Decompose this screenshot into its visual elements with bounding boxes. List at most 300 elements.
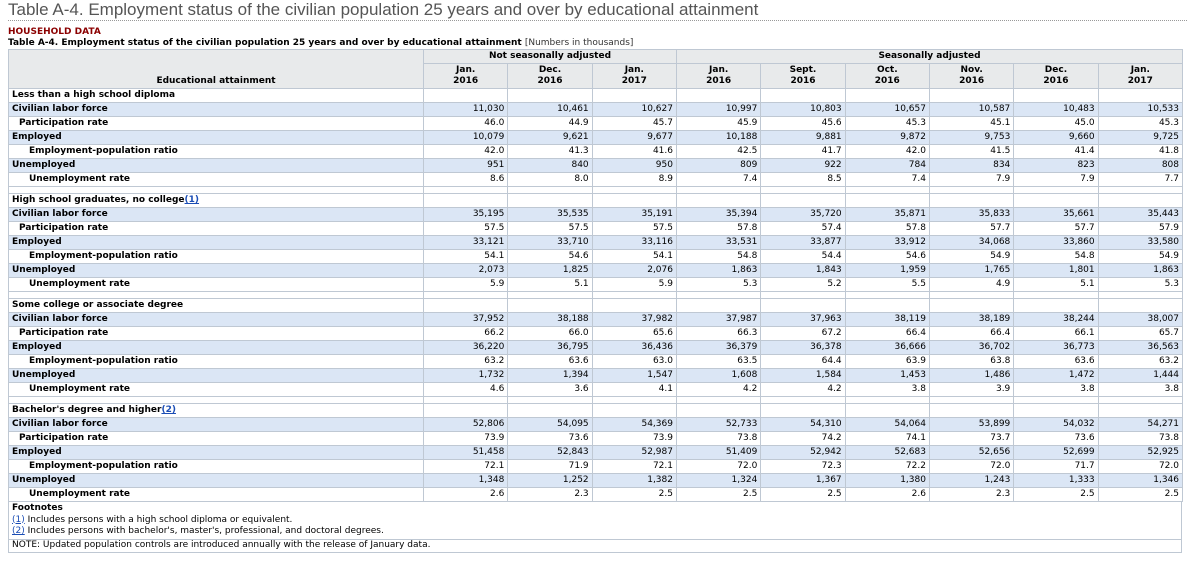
data-cell: 1,732 xyxy=(424,369,508,383)
data-cell: 66.4 xyxy=(929,327,1013,341)
spacer-cell xyxy=(592,397,676,404)
data-cell: 35,394 xyxy=(676,208,760,222)
group-header-row xyxy=(9,50,1183,64)
data-cell: 10,657 xyxy=(845,103,929,117)
data-cell: 33,877 xyxy=(761,236,845,250)
empty-cell xyxy=(592,194,676,208)
section-title-text: High school graduates, no college xyxy=(12,195,185,205)
data-cell: 1,486 xyxy=(929,369,1013,383)
data-cell: 65.7 xyxy=(1098,327,1182,341)
data-cell: 73.9 xyxy=(592,432,676,446)
table-row xyxy=(9,474,1183,488)
column-header-month: Jan. xyxy=(456,65,476,75)
data-cell: 54.8 xyxy=(1014,250,1098,264)
data-cell: 1,348 xyxy=(424,474,508,488)
footnotes-heading: Footnotes xyxy=(12,503,63,513)
empty-cell xyxy=(761,194,845,208)
column-header-month: Sept. xyxy=(789,65,817,75)
data-cell: 1,367 xyxy=(761,474,845,488)
data-cell: 7.9 xyxy=(1014,173,1098,187)
data-cell: 72.3 xyxy=(761,460,845,474)
data-cell: 33,116 xyxy=(592,236,676,250)
data-cell: 3.8 xyxy=(1098,383,1182,397)
data-cell: 1,765 xyxy=(929,264,1013,278)
data-cell: 34,068 xyxy=(929,236,1013,250)
empty-cell xyxy=(761,404,845,418)
column-header-month: Nov. xyxy=(960,65,983,75)
data-cell: 57.8 xyxy=(676,222,760,236)
section-title-text: Less than a high school diploma xyxy=(12,90,176,100)
table-row xyxy=(9,173,1183,187)
data-cell: 57.7 xyxy=(1014,222,1098,236)
data-cell: 784 xyxy=(845,159,929,173)
data-cell: 1,382 xyxy=(592,474,676,488)
data-cell: 9,753 xyxy=(929,131,1013,145)
data-cell: 4.9 xyxy=(929,278,1013,292)
data-cell: 45.9 xyxy=(676,117,760,131)
spacer-cell xyxy=(929,187,1013,194)
row-label: Participation rate xyxy=(9,117,424,131)
data-cell: 71.9 xyxy=(508,460,592,474)
data-cell: 1,863 xyxy=(1098,264,1182,278)
spacer-cell xyxy=(845,187,929,194)
data-cell: 54.1 xyxy=(592,250,676,264)
row-label: Unemployment rate xyxy=(9,278,424,292)
data-cell: 8.9 xyxy=(592,173,676,187)
empty-cell xyxy=(592,89,676,103)
data-cell: 5.5 xyxy=(845,278,929,292)
data-cell: 9,660 xyxy=(1014,131,1098,145)
data-cell: 45.0 xyxy=(1014,117,1098,131)
spacer-cell xyxy=(676,187,760,194)
column-header xyxy=(592,64,676,89)
data-cell: 10,079 xyxy=(424,131,508,145)
spacer-cell xyxy=(761,187,845,194)
data-cell: 38,119 xyxy=(845,313,929,327)
data-cell: 834 xyxy=(929,159,1013,173)
table-row xyxy=(9,264,1183,278)
column-header-month: Jan. xyxy=(709,65,729,75)
data-cell: 41.4 xyxy=(1014,145,1098,159)
footnote-2 xyxy=(12,526,1178,538)
column-header-year: 2016 xyxy=(1043,76,1069,86)
data-cell: 5.9 xyxy=(592,278,676,292)
table-row xyxy=(9,103,1183,117)
section-title xyxy=(9,299,424,313)
spacer-cell xyxy=(508,397,592,404)
data-cell: 36,563 xyxy=(1098,341,1182,355)
data-cell: 5.9 xyxy=(424,278,508,292)
empty-cell xyxy=(845,404,929,418)
data-cell: 36,436 xyxy=(592,341,676,355)
footnote-reference-link[interactable]: (2) xyxy=(161,405,176,415)
spacer-cell xyxy=(9,292,424,299)
spacer-cell xyxy=(929,292,1013,299)
data-cell: 54,095 xyxy=(508,418,592,432)
footnote-note: NOTE: Updated population controls are introduced annually with the release of January data. xyxy=(9,539,1181,552)
spacer-cell xyxy=(592,187,676,194)
data-cell: 51,409 xyxy=(676,446,760,460)
column-header-month: Dec. xyxy=(1044,65,1068,75)
data-cell: 2.5 xyxy=(592,488,676,502)
spacer-cell xyxy=(1098,292,1182,299)
data-cell: 10,587 xyxy=(929,103,1013,117)
data-cell: 33,710 xyxy=(508,236,592,250)
row-label: Employed xyxy=(9,236,424,250)
data-cell: 1,346 xyxy=(1098,474,1182,488)
data-cell: 35,661 xyxy=(1014,208,1098,222)
data-cell: 1,252 xyxy=(508,474,592,488)
data-cell: 63.6 xyxy=(1014,355,1098,369)
data-cell: 7.9 xyxy=(929,173,1013,187)
data-cell: 52,699 xyxy=(1014,446,1098,460)
data-cell: 7.7 xyxy=(1098,173,1182,187)
section-header-row xyxy=(9,89,1183,103)
data-cell: 10,483 xyxy=(1014,103,1098,117)
data-cell: 37,982 xyxy=(592,313,676,327)
spacer-cell xyxy=(592,292,676,299)
empty-cell xyxy=(1098,89,1182,103)
row-label: Employed xyxy=(9,446,424,460)
data-cell: 1,584 xyxy=(761,369,845,383)
data-cell: 11,030 xyxy=(424,103,508,117)
footnotes xyxy=(8,502,1182,553)
empty-cell xyxy=(424,404,508,418)
data-cell: 5.1 xyxy=(508,278,592,292)
data-cell: 823 xyxy=(1014,159,1098,173)
data-cell: 1,394 xyxy=(508,369,592,383)
data-cell: 3.8 xyxy=(845,383,929,397)
data-cell: 951 xyxy=(424,159,508,173)
empty-cell xyxy=(845,89,929,103)
spacer-cell xyxy=(424,397,508,404)
table-row xyxy=(9,488,1183,502)
empty-cell xyxy=(929,404,1013,418)
spacer-cell xyxy=(1098,187,1182,194)
data-cell: 2.5 xyxy=(761,488,845,502)
column-header-month: Jan. xyxy=(624,65,644,75)
data-cell: 71.7 xyxy=(1014,460,1098,474)
data-cell: 1,472 xyxy=(1014,369,1098,383)
data-cell: 45.7 xyxy=(592,117,676,131)
data-cell: 8.5 xyxy=(761,173,845,187)
table-row xyxy=(9,208,1183,222)
empty-cell xyxy=(676,299,760,313)
data-cell: 64.4 xyxy=(761,355,845,369)
column-header-year: 2017 xyxy=(1127,76,1153,86)
section-spacer xyxy=(9,397,1183,404)
column-header xyxy=(424,64,508,89)
data-cell: 63.9 xyxy=(845,355,929,369)
empty-cell xyxy=(592,404,676,418)
section-spacer xyxy=(9,187,1183,194)
stub-header: Educational attainment xyxy=(9,50,424,89)
table-row xyxy=(9,418,1183,432)
data-cell: 57.5 xyxy=(424,222,508,236)
column-header-year: 2016 xyxy=(959,76,985,86)
data-cell: 52,942 xyxy=(761,446,845,460)
column-header xyxy=(761,64,845,89)
empty-cell xyxy=(676,194,760,208)
table-row xyxy=(9,117,1183,131)
empty-cell xyxy=(508,299,592,313)
data-cell: 52,656 xyxy=(929,446,1013,460)
data-cell: 2.6 xyxy=(845,488,929,502)
data-cell: 73.9 xyxy=(424,432,508,446)
data-cell: 4.6 xyxy=(424,383,508,397)
data-cell: 52,806 xyxy=(424,418,508,432)
data-cell: 38,188 xyxy=(508,313,592,327)
column-header-month: Oct. xyxy=(876,65,898,75)
table-row xyxy=(9,432,1183,446)
data-cell: 57.8 xyxy=(845,222,929,236)
data-cell: 35,833 xyxy=(929,208,1013,222)
column-header-year: 2016 xyxy=(453,76,479,86)
empty-cell xyxy=(1098,299,1182,313)
data-cell: 45.3 xyxy=(845,117,929,131)
data-cell: 950 xyxy=(592,159,676,173)
empty-cell xyxy=(1014,404,1098,418)
row-label: Unemployment rate xyxy=(9,383,424,397)
data-cell: 66.1 xyxy=(1014,327,1098,341)
group-header-nsa: Not seasonally adjusted xyxy=(424,50,677,64)
footnote-reference-link[interactable]: (1) xyxy=(184,195,200,205)
data-cell: 52,925 xyxy=(1098,446,1182,460)
data-cell: 35,720 xyxy=(761,208,845,222)
empty-cell xyxy=(1014,299,1098,313)
data-cell: 36,378 xyxy=(761,341,845,355)
data-cell: 35,443 xyxy=(1098,208,1182,222)
data-cell: 1,608 xyxy=(676,369,760,383)
data-cell: 46.0 xyxy=(424,117,508,131)
data-cell: 840 xyxy=(508,159,592,173)
row-label: Unemployment rate xyxy=(9,488,424,502)
data-cell: 41.5 xyxy=(929,145,1013,159)
column-header-year: 2016 xyxy=(790,76,816,86)
empty-cell xyxy=(424,299,508,313)
data-cell: 44.9 xyxy=(508,117,592,131)
data-cell: 36,379 xyxy=(676,341,760,355)
data-cell: 72.0 xyxy=(676,460,760,474)
data-cell: 45.1 xyxy=(929,117,1013,131)
data-cell: 37,987 xyxy=(676,313,760,327)
table-row xyxy=(9,327,1183,341)
data-cell: 2,076 xyxy=(592,264,676,278)
data-cell: 57.9 xyxy=(1098,222,1182,236)
data-cell: 74.2 xyxy=(761,432,845,446)
data-cell: 63.2 xyxy=(424,355,508,369)
title-divider xyxy=(8,20,1187,21)
data-cell: 1,444 xyxy=(1098,369,1182,383)
section-title xyxy=(9,404,424,418)
data-cell: 66.2 xyxy=(424,327,508,341)
empty-cell xyxy=(676,89,760,103)
group-header-sa: Seasonally adjusted xyxy=(676,50,1182,64)
empty-cell xyxy=(592,299,676,313)
data-cell: 3.8 xyxy=(1014,383,1098,397)
data-cell: 54.6 xyxy=(508,250,592,264)
table-row xyxy=(9,460,1183,474)
table-row xyxy=(9,383,1183,397)
spacer-cell xyxy=(1014,397,1098,404)
employment-table xyxy=(8,49,1183,502)
table-row xyxy=(9,236,1183,250)
footnote-2-link[interactable]: (2) xyxy=(12,526,25,536)
empty-cell xyxy=(845,299,929,313)
data-cell: 41.6 xyxy=(592,145,676,159)
data-cell: 5.1 xyxy=(1014,278,1098,292)
data-cell: 45.3 xyxy=(1098,117,1182,131)
table-body xyxy=(9,89,1183,502)
data-cell: 42.0 xyxy=(845,145,929,159)
data-cell: 73.8 xyxy=(1098,432,1182,446)
column-header-month: Dec. xyxy=(538,65,562,75)
row-label: Civilian labor force xyxy=(9,208,424,222)
table-row xyxy=(9,145,1183,159)
section-title xyxy=(9,194,424,208)
data-cell: 41.7 xyxy=(761,145,845,159)
row-label: Employment-population ratio xyxy=(9,145,424,159)
data-cell: 35,871 xyxy=(845,208,929,222)
data-cell: 5.3 xyxy=(676,278,760,292)
data-cell: 63.5 xyxy=(676,355,760,369)
data-cell: 57.5 xyxy=(592,222,676,236)
data-cell: 10,533 xyxy=(1098,103,1182,117)
column-header-year: 2016 xyxy=(537,76,563,86)
spacer-cell xyxy=(424,187,508,194)
data-cell: 73.6 xyxy=(1014,432,1098,446)
data-cell: 809 xyxy=(676,159,760,173)
data-cell: 9,725 xyxy=(1098,131,1182,145)
row-label: Employment-population ratio xyxy=(9,460,424,474)
data-cell: 65.6 xyxy=(592,327,676,341)
data-cell: 38,189 xyxy=(929,313,1013,327)
section-spacer xyxy=(9,292,1183,299)
data-cell: 52,683 xyxy=(845,446,929,460)
data-cell: 3.6 xyxy=(508,383,592,397)
row-label: Unemployed xyxy=(9,474,424,488)
data-cell: 52,843 xyxy=(508,446,592,460)
column-header xyxy=(1098,64,1182,89)
data-cell: 10,627 xyxy=(592,103,676,117)
data-cell: 922 xyxy=(761,159,845,173)
table-caption-text: Table A-4. Employment status of the civilian population 25 years and over by educational attainment xyxy=(8,38,522,48)
row-label: Participation rate xyxy=(9,222,424,236)
column-header xyxy=(845,64,929,89)
data-cell: 57.5 xyxy=(508,222,592,236)
data-cell: 36,220 xyxy=(424,341,508,355)
data-cell: 74.1 xyxy=(845,432,929,446)
data-cell: 54,064 xyxy=(845,418,929,432)
data-cell: 37,952 xyxy=(424,313,508,327)
empty-cell xyxy=(424,89,508,103)
data-cell: 52,733 xyxy=(676,418,760,432)
data-cell: 2.6 xyxy=(424,488,508,502)
data-cell: 54,369 xyxy=(592,418,676,432)
data-cell: 45.6 xyxy=(761,117,845,131)
empty-cell xyxy=(845,194,929,208)
data-cell: 38,244 xyxy=(1014,313,1098,327)
data-cell: 73.6 xyxy=(508,432,592,446)
row-label: Unemployed xyxy=(9,159,424,173)
section-title-text: Bachelor's degree and higher xyxy=(12,405,162,415)
data-cell: 10,188 xyxy=(676,131,760,145)
footnote-1-link[interactable]: (1) xyxy=(12,514,25,525)
data-cell: 3.9 xyxy=(929,383,1013,397)
spacer-cell xyxy=(1098,397,1182,404)
table-caption-unit: [Numbers in thousands] xyxy=(524,38,634,48)
empty-cell xyxy=(761,299,845,313)
data-cell: 54.4 xyxy=(761,250,845,264)
empty-cell xyxy=(1098,404,1182,418)
data-cell: 73.7 xyxy=(929,432,1013,446)
data-cell: 1,324 xyxy=(676,474,760,488)
spacer-cell xyxy=(761,292,845,299)
table-row xyxy=(9,159,1183,173)
data-cell: 33,121 xyxy=(424,236,508,250)
section-title xyxy=(9,89,424,103)
row-label: Unemployment rate xyxy=(9,173,424,187)
data-cell: 72.1 xyxy=(424,460,508,474)
footnote-1 xyxy=(12,515,1178,527)
empty-cell xyxy=(424,194,508,208)
data-cell: 51,458 xyxy=(424,446,508,460)
table-row xyxy=(9,341,1183,355)
data-cell: 9,872 xyxy=(845,131,929,145)
data-cell: 1,863 xyxy=(676,264,760,278)
data-cell: 7.4 xyxy=(676,173,760,187)
spacer-cell xyxy=(9,187,424,194)
row-label: Employed xyxy=(9,131,424,145)
data-cell: 1,547 xyxy=(592,369,676,383)
spacer-cell xyxy=(424,292,508,299)
row-label: Unemployed xyxy=(9,369,424,383)
spacer-cell xyxy=(676,292,760,299)
data-cell: 33,912 xyxy=(845,236,929,250)
data-cell: 72.0 xyxy=(929,460,1013,474)
table-row xyxy=(9,278,1183,292)
data-cell: 33,580 xyxy=(1098,236,1182,250)
data-cell: 63.0 xyxy=(592,355,676,369)
data-cell: 66.0 xyxy=(508,327,592,341)
spacer-cell xyxy=(761,397,845,404)
data-cell: 1,825 xyxy=(508,264,592,278)
data-cell: 35,195 xyxy=(424,208,508,222)
table-container xyxy=(8,27,1182,553)
data-cell: 38,007 xyxy=(1098,313,1182,327)
empty-cell xyxy=(1014,194,1098,208)
data-cell: 57.7 xyxy=(929,222,1013,236)
spacer-cell xyxy=(9,397,424,404)
empty-cell xyxy=(1098,194,1182,208)
data-cell: 73.8 xyxy=(676,432,760,446)
data-cell: 2.5 xyxy=(676,488,760,502)
data-cell: 41.3 xyxy=(508,145,592,159)
table-row xyxy=(9,250,1183,264)
row-label: Employment-population ratio xyxy=(9,355,424,369)
footnote-1-text: Includes persons with a high school diploma or equivalent. xyxy=(24,514,293,525)
data-cell: 42.5 xyxy=(676,145,760,159)
row-label: Civilian labor force xyxy=(9,103,424,117)
empty-cell xyxy=(676,404,760,418)
data-cell: 36,666 xyxy=(845,341,929,355)
data-cell: 33,860 xyxy=(1014,236,1098,250)
data-cell: 54.8 xyxy=(676,250,760,264)
row-label: Participation rate xyxy=(9,327,424,341)
data-cell: 9,881 xyxy=(761,131,845,145)
data-cell: 4.1 xyxy=(592,383,676,397)
spacer-cell xyxy=(508,292,592,299)
